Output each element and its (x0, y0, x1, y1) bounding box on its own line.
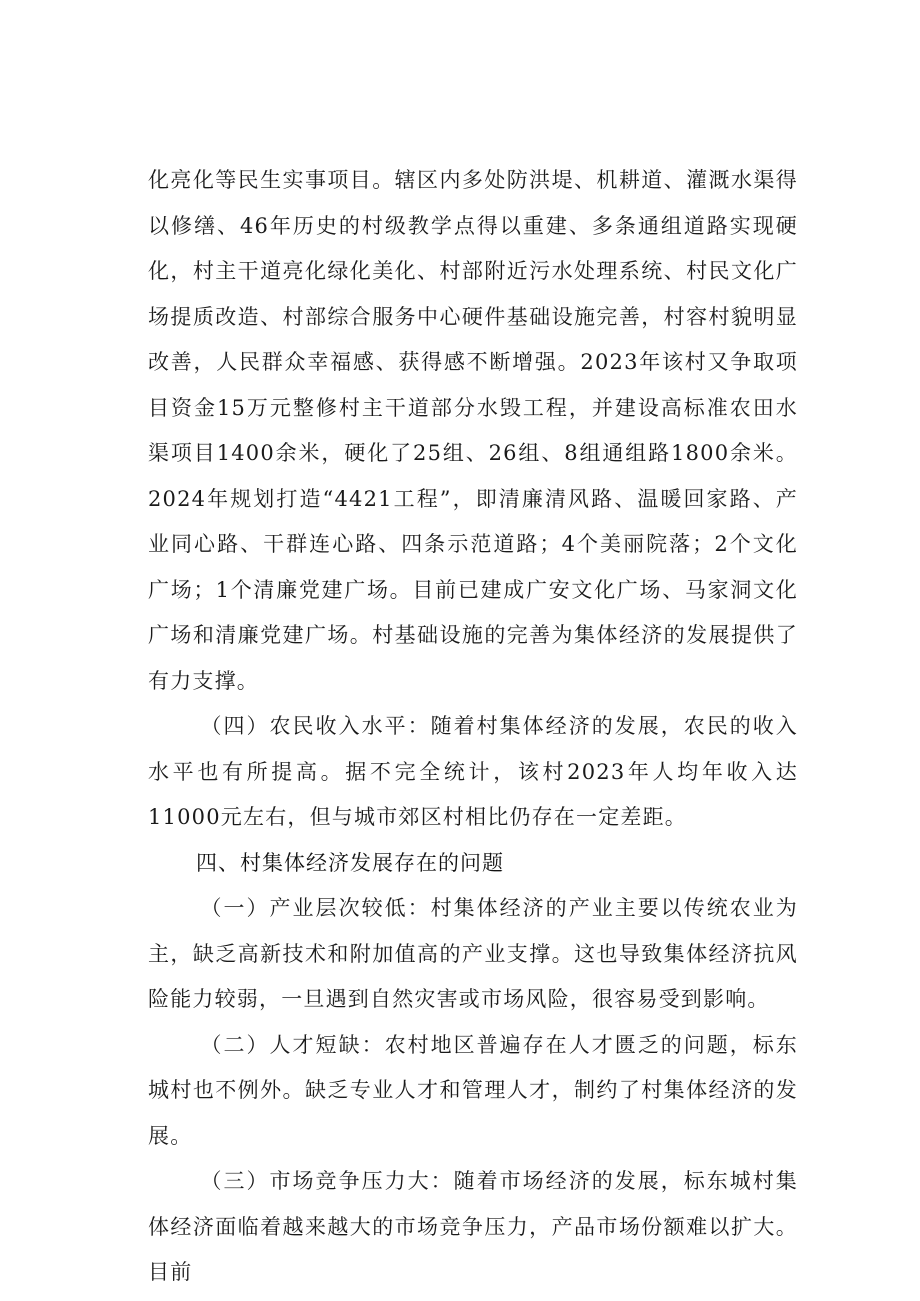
paragraph-market-competition: （三）市场竞争压力大：随着市场经济的发展，标东城村集体经济面临着越来越大的市场竞争压力，产品市场份额难以扩大。目前 (148, 1169, 798, 1284)
section-heading-problems: 四、村集体经济发展存在的问题 (196, 850, 504, 875)
paragraph-infrastructure: 化亮化等民生实事项目。辖区内多处防洪堤、机耕道、灌溉水渠得以修缮、46年历史的村级教学点得以重建、多条通组道路实现硬化，村主干道亮化绿化美化、村部附近污水处理系统、村民文化广场提质改造、村部综合服务中心硬件基础设施完善，村容村貌明显改善，人民群众幸福感、获得感不断增强。2023年该村又争取项目资金15万元整修村主干道部分水毁工程，并建设高标准农田水渠项目1400余米，硬化了25组、26组、8组通组路1800余米。2024年规划打造“4421工程”，即清廉清风路、温暖回家路、产业同心路、干群连心路、四条示范道路；4个美丽院落；2个文化广场；1个清廉党建广场。目前已建成广安文化广场、马家洞文化广场和清廉党建广场。村基础设施的完善为集体经济的发展提供了有力支撑。 (148, 168, 798, 693)
paragraph-farmer-income: （四）农民收入水平：随着村集体经济的发展，农民的收入水平也有所提高。据不完全统计，该村2023年人均年收入达11000元左右，但与城市郊区村相比仍存在一定差距。 (148, 714, 798, 829)
document-body (148, 158, 798, 1296)
paragraph-talent-shortage: （二）人才短缺：农村地区普遍存在人才匮乏的问题，标东城村也不例外。缺乏专业人才和管理人才，制约了村集体经济的发展。 (148, 1032, 798, 1148)
paragraph-industry-level: （一）产业层次较低：村集体经济的产业主要以传统农业为主，缺乏高新技术和附加值高的产业支撑。这也导致集体经济抗风险能力较弱，一旦遇到自然灾害或市场风险，很容易受到影响。 (148, 896, 798, 1011)
